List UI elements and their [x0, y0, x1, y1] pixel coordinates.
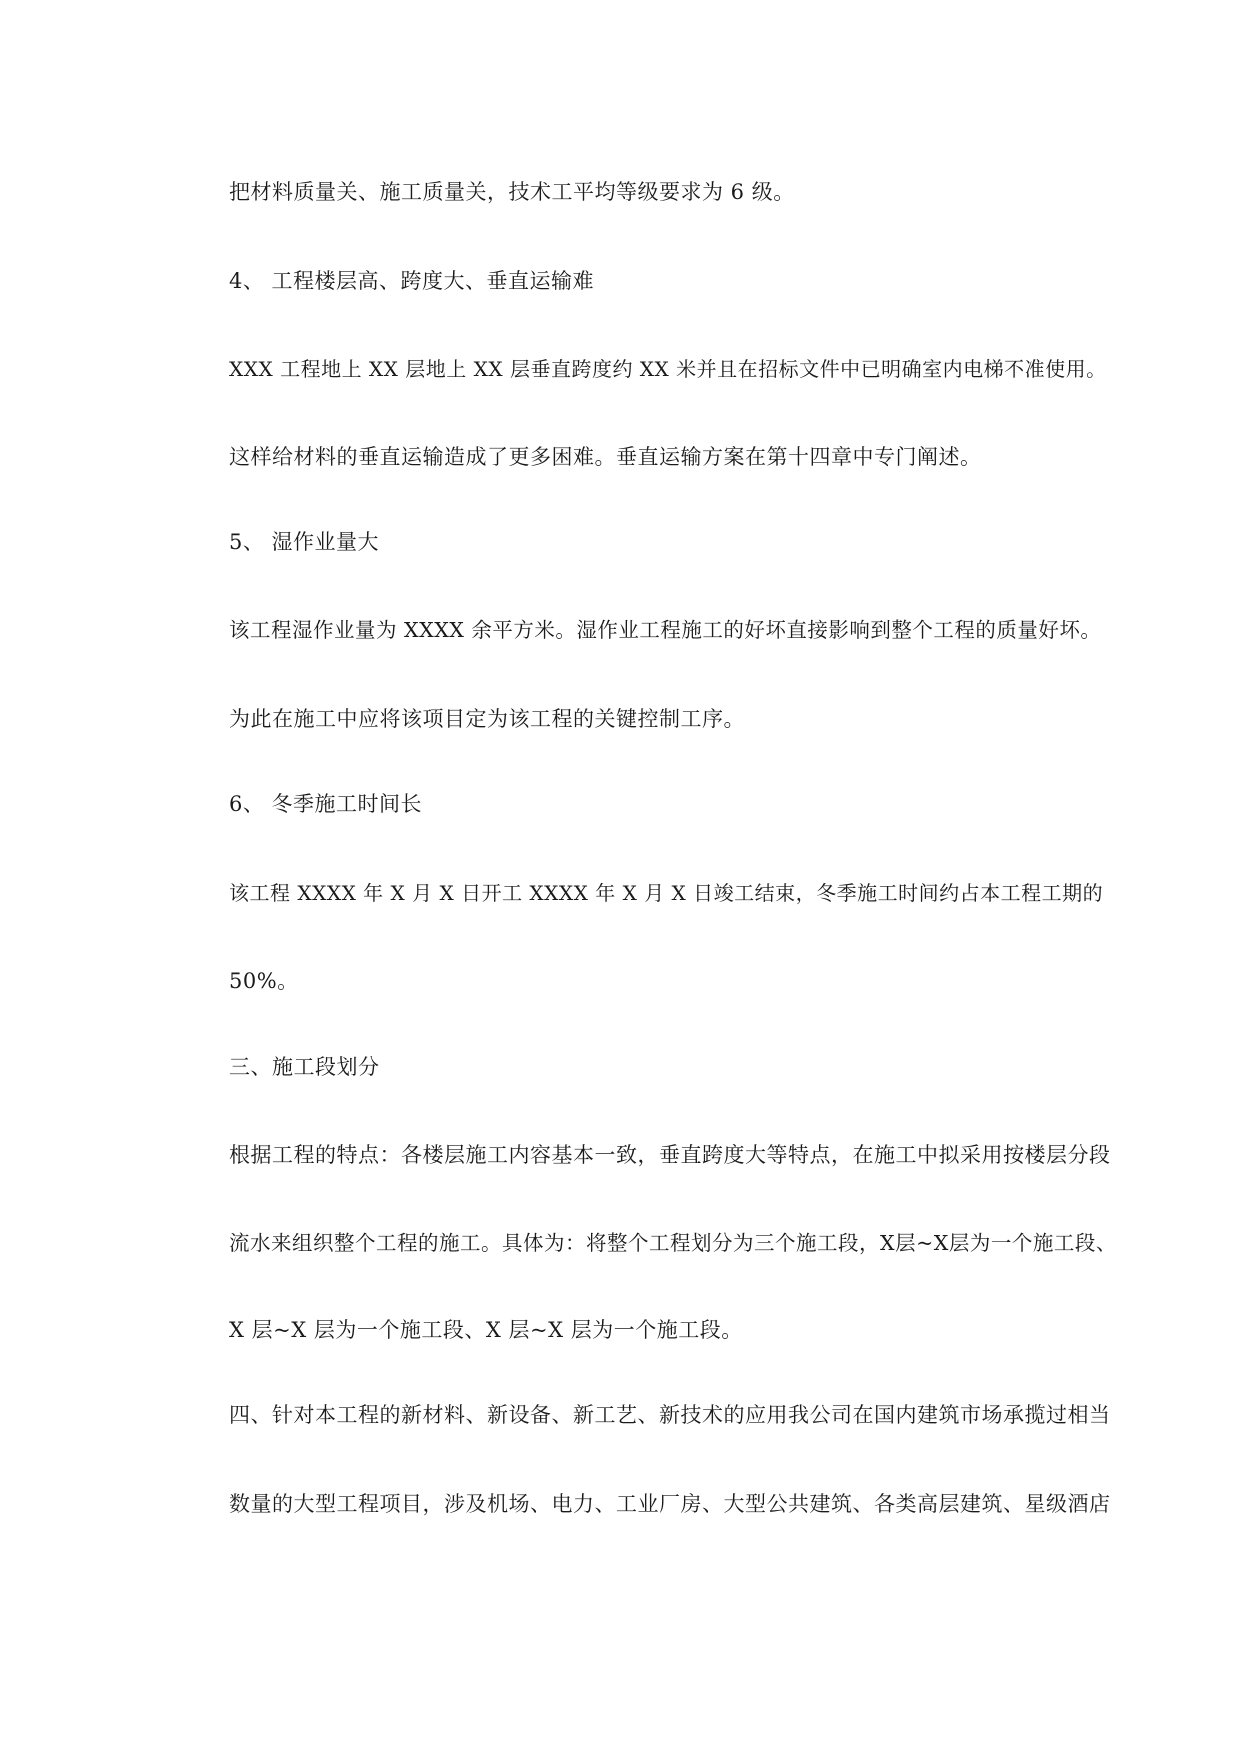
paragraph-line: 该工程 XXXX 年 X 月 X 日开工 XXXX 年 X 月 X 日竣工结束，冬季施工时间约占本工程工期的 — [229, 881, 1104, 905]
paragraph-line: 该工程湿作业量为 XXXX 余平方米。湿作业工程施工的好坏直接影响到整个工程的质量好坏。 — [229, 618, 1102, 642]
paragraph-line: 为此在施工中应将该项目定为该工程的关键控制工序。 — [229, 707, 745, 731]
paragraph-line: XXX 工程地上 XX 层地上 XX 层垂直跨度约 XX 米并且在招标文件中已明确室内电梯不准使用。 — [229, 357, 1107, 381]
paragraph-line: 四、针对本工程的新材料、新设备、新工艺、新技术的应用我公司在国内建筑市场承揽过相当 — [229, 1403, 1111, 1427]
paragraph-line: 这样给材料的垂直运输造成了更多困难。垂直运输方案在第十四章中专门阐述。 — [229, 445, 982, 469]
paragraph-line: 数量的大型工程项目，涉及机场、电力、工业厂房、大型公共建筑、各类高层建筑、星级酒店 — [229, 1492, 1111, 1516]
paragraph-line: 50%。 — [229, 969, 299, 993]
paragraph-line: X 层~X 层为一个施工段、X 层~X 层为一个施工段。 — [229, 1318, 743, 1342]
paragraph-line: 根据工程的特点：各楼层施工内容基本一致，垂直跨度大等特点，在施工中拟采用按楼层分段 — [229, 1143, 1111, 1167]
section-heading: 6、 冬季施工时间长 — [229, 792, 423, 816]
section-heading: 4、 工程楼层高、跨度大、垂直运输难 — [229, 269, 595, 293]
paragraph-line: 流水来组织整个工程的施工。具体为：将整个工程划分为三个施工段，X层~X层为一个施工段、 — [229, 1231, 1117, 1255]
section-heading: 三、施工段划分 — [229, 1055, 380, 1079]
paragraph-line: 把材料质量关、施工质量关，技术工平均等级要求为 6 级。 — [229, 180, 795, 204]
section-heading: 5、 湿作业量大 — [229, 530, 380, 554]
